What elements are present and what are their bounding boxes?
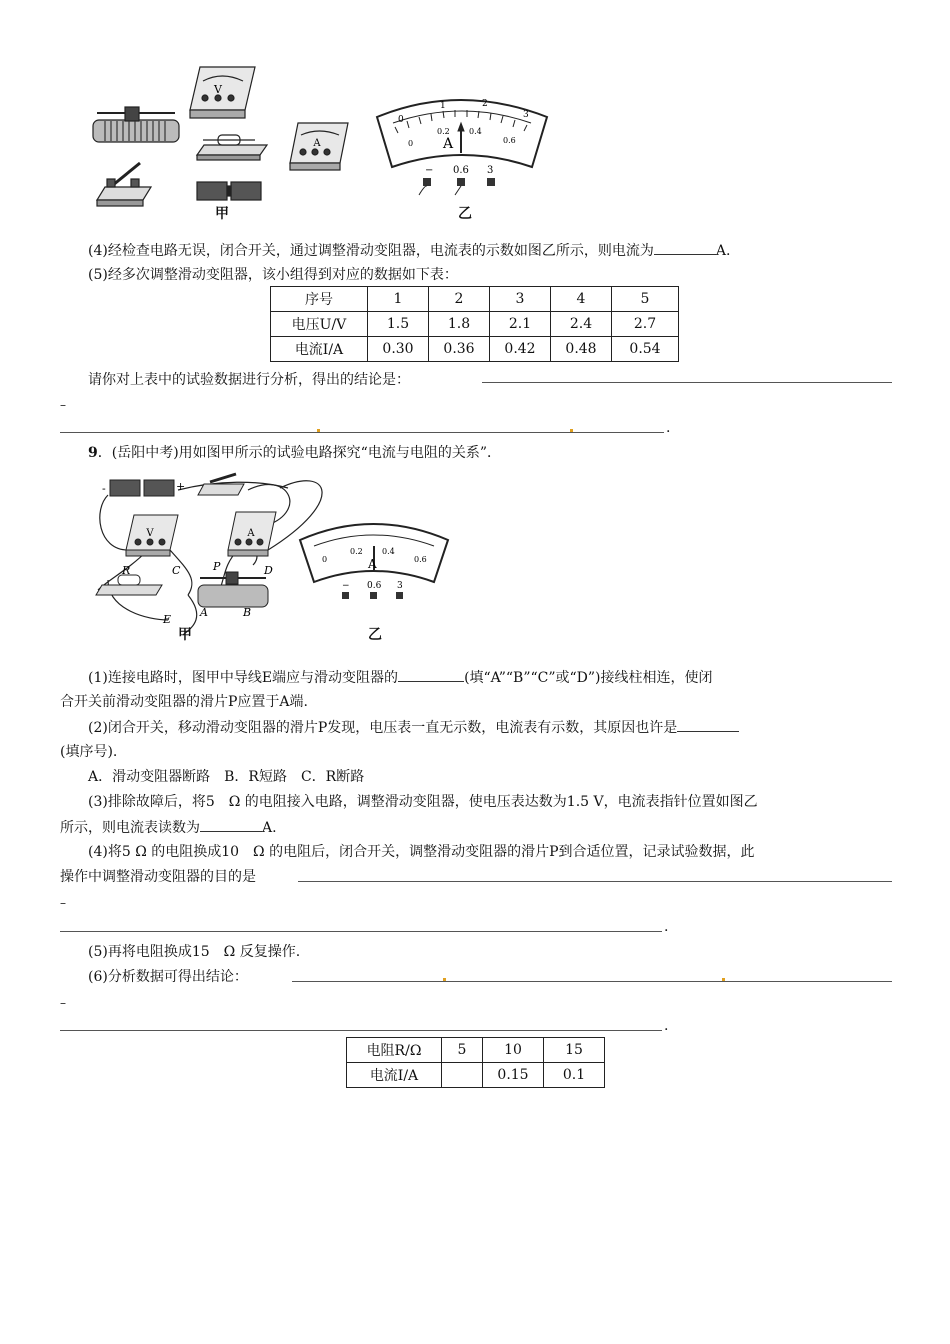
table-cell: 2 [429,287,490,312]
q9-dial-terminals [342,592,403,599]
q9-p1-text-2: (填“A”“B”“C”或“D”)接线柱相连，使闭 [464,670,713,686]
q9-scale-0-6: 0.6 [414,555,427,564]
table-cell: 电压U/V [271,312,368,337]
q5-answer-line-2[interactable] [60,432,664,433]
table-cell: 0.48 [551,337,612,362]
q4-answer-blank[interactable] [654,240,716,255]
q5-conclusion: 请你对上表中的试验数据进行分析，得出的结论是： [88,372,410,388]
q9-scale-0-2: 0.2 [350,547,363,556]
table-cell: 0.30 [368,337,429,362]
battery-minus: - [102,482,106,495]
voltmeter-icon [190,67,255,118]
q5-text: (5)经多次调整滑动变阻器，该小组得到对应的数据如下表： [88,267,458,283]
q9-p1-line [88,667,713,688]
q9-p6-answer-line-2[interactable] [60,1030,662,1031]
table-cell: 1 [368,287,429,312]
table-cell: 2.1 [490,312,551,337]
q4-text: (4)经检查电路无误，闭合开关，通过调整滑动变阻器，电流表的示数如图乙所示，则电流为 [88,243,654,259]
table-cell[interactable] [442,1063,483,1088]
table-cell: 5 [442,1038,483,1063]
q9-scale-0: 0 [322,555,328,564]
q9-p3-text-3: A. [262,820,277,836]
dot-mark [722,978,725,981]
table-cell: 5 [612,287,679,312]
battery-icon [197,182,261,200]
q9-voltmeter-label: V [146,528,154,539]
figure-q9-label-left: 甲 [178,627,192,643]
q9-title-line [88,443,501,463]
dial-scale-top-2: 2 [482,99,488,109]
q9-rheostat-icon [198,572,268,607]
dash-mark: – [60,996,66,1010]
table-cell: 0.42 [490,337,551,362]
terminal-minus: − [425,165,434,176]
q4-line [88,240,730,261]
dash-mark: – [60,398,66,412]
terminal-3: 3 [487,165,494,176]
table-row [347,1063,605,1088]
table-cell: 15 [544,1038,605,1063]
q9-circuit-illustration [88,470,458,640]
q9-p2-text: (2)闭合开关，移动滑动变阻器的滑片P发现，电压表一直无示数，电流表有示数，其原因也许是 [88,720,678,736]
dial-scale-bottom-3: 0.6 [503,136,516,145]
dash-mark: – [60,896,66,910]
figure-top-label-right: 乙 [458,206,472,222]
rheostat-icon [93,107,179,142]
q9-p6-answer-line-1[interactable] [292,981,892,982]
q9-switch-icon [198,474,244,495]
terminal-0-6: 0.6 [453,165,469,176]
table-cell: 3 [490,287,551,312]
table-cell: 4 [551,287,612,312]
dial-scale-top-1: 1 [440,101,446,111]
q9-data-table [346,1037,605,1088]
period-mark: . [666,420,671,436]
ammeter-dial [377,100,547,167]
q9-p4-text: (4)将5 Ω 的电阻换成10 Ω 的电阻后，闭合开关，调整滑动变阻器的滑片P到合适位置，记录试验数据，此 [88,844,755,860]
table-cell: 0.36 [429,337,490,362]
figure-top-label-left: 甲 [215,206,229,222]
q9-p5-text: (5)再将电阻换成15 Ω 反复操作. [88,944,301,960]
q9-p3-blank[interactable] [200,817,262,832]
q9-terminal-3: 3 [397,581,403,591]
q5-data-table [270,286,679,362]
q9-resistor-icon [96,575,162,595]
q9-ammeter-label: A [247,528,255,539]
q4-text-after: A. [715,243,731,259]
q9-title: ．(岳阳中考)用如图甲所示的试验电路探究“电流与电阻的关系”． [97,445,501,461]
battery-plus: + [176,480,186,493]
figure-q9-label-right: 乙 [368,627,382,643]
letter-B: B [243,606,252,619]
table-cell: 1.8 [429,312,490,337]
q9-p3-text: (3)排除故障后，将5 Ω 的电阻接入电路，调整滑动变阻器，使电压表达数为1.5 V，电流表指针位置如图乙 [88,794,758,810]
dial-terminals [419,178,495,195]
letter-E: E [163,613,172,626]
letter-D: D [264,564,273,577]
table-row [271,312,679,337]
q9-terminal-minus: − [342,581,350,591]
table-cell: 电流I/A [347,1063,442,1088]
table-cell: 0.54 [612,337,679,362]
table-row [347,1038,605,1063]
dial-scale-top-3: 3 [523,110,529,120]
table-cell: 2.4 [551,312,612,337]
letter-A: A [200,606,208,619]
q9-p1-text: (1)连接电路时，图甲中导线E端应与滑动变阻器的 [88,670,399,686]
dial-scale-top-0: 0 [398,115,404,125]
table-cell: 10 [483,1038,544,1063]
table-cell: 2.7 [612,312,679,337]
voltmeter-label: V [214,83,222,96]
q9-terminal-0-6: 0.6 [367,581,382,591]
table-row [271,287,679,312]
q9-p1-text-3: 合开关前滑动变阻器的滑片P应置于A端. [60,694,308,710]
switch-icon [97,163,151,206]
period-mark: . [664,919,669,935]
q9-p4-text-2: 操作中调整滑动变阻器的目的是 [60,869,256,885]
dial-unit-A: A [443,136,454,152]
q9-number: 9 [88,445,98,461]
table-cell: 0.1 [544,1063,605,1088]
table-cell: 电流I/A [271,337,368,362]
q9-p6-text: (6)分析数据可得出结论： [88,969,248,985]
q9-dial-unit: A [368,557,377,571]
ammeter-label: A [313,138,321,149]
circuit-components-illustration [85,55,565,225]
letter-P: P [213,560,221,573]
letter-R: R [122,564,131,577]
table-cell: 1.5 [368,312,429,337]
period-mark: . [664,1018,669,1034]
q9-scale-0-4: 0.4 [382,547,395,556]
q9-ammeter-dial [300,524,448,582]
table-cell: 0.15 [483,1063,544,1088]
dot-mark [570,429,573,432]
q9-battery-icon [110,480,174,496]
q9-p4-answer-line-2[interactable] [60,931,662,932]
q5-answer-line-1[interactable] [482,382,892,383]
dial-scale-bottom-1: 0.2 [437,127,450,136]
q9-p2-text-2: (填序号). [60,744,118,760]
figure-q9 [88,470,458,640]
table-cell: 电阻R/Ω [347,1038,442,1063]
q9-p2-line [88,717,739,738]
q9-p4-answer-line-1[interactable] [298,881,892,882]
q9-p3-line [60,817,277,838]
q9-p3-text-2: 所示，则电流表读数为 [60,820,200,836]
dot-mark [443,978,446,981]
q9-options: A．滑动变阻器断路 B．R短路 C．R断路 [88,769,365,785]
q9-wires [98,481,322,635]
q9-p1-blank[interactable] [398,667,464,682]
figure-top [85,55,565,225]
dot-mark [317,429,320,432]
table-row [271,337,679,362]
letter-C: C [172,564,181,577]
resistor-icon [197,135,267,160]
q9-p2-blank[interactable] [677,717,739,732]
dial-scale-bottom-0: 0 [408,139,414,148]
dial-scale-bottom-2: 0.4 [469,127,482,136]
table-cell: 序号 [271,287,368,312]
